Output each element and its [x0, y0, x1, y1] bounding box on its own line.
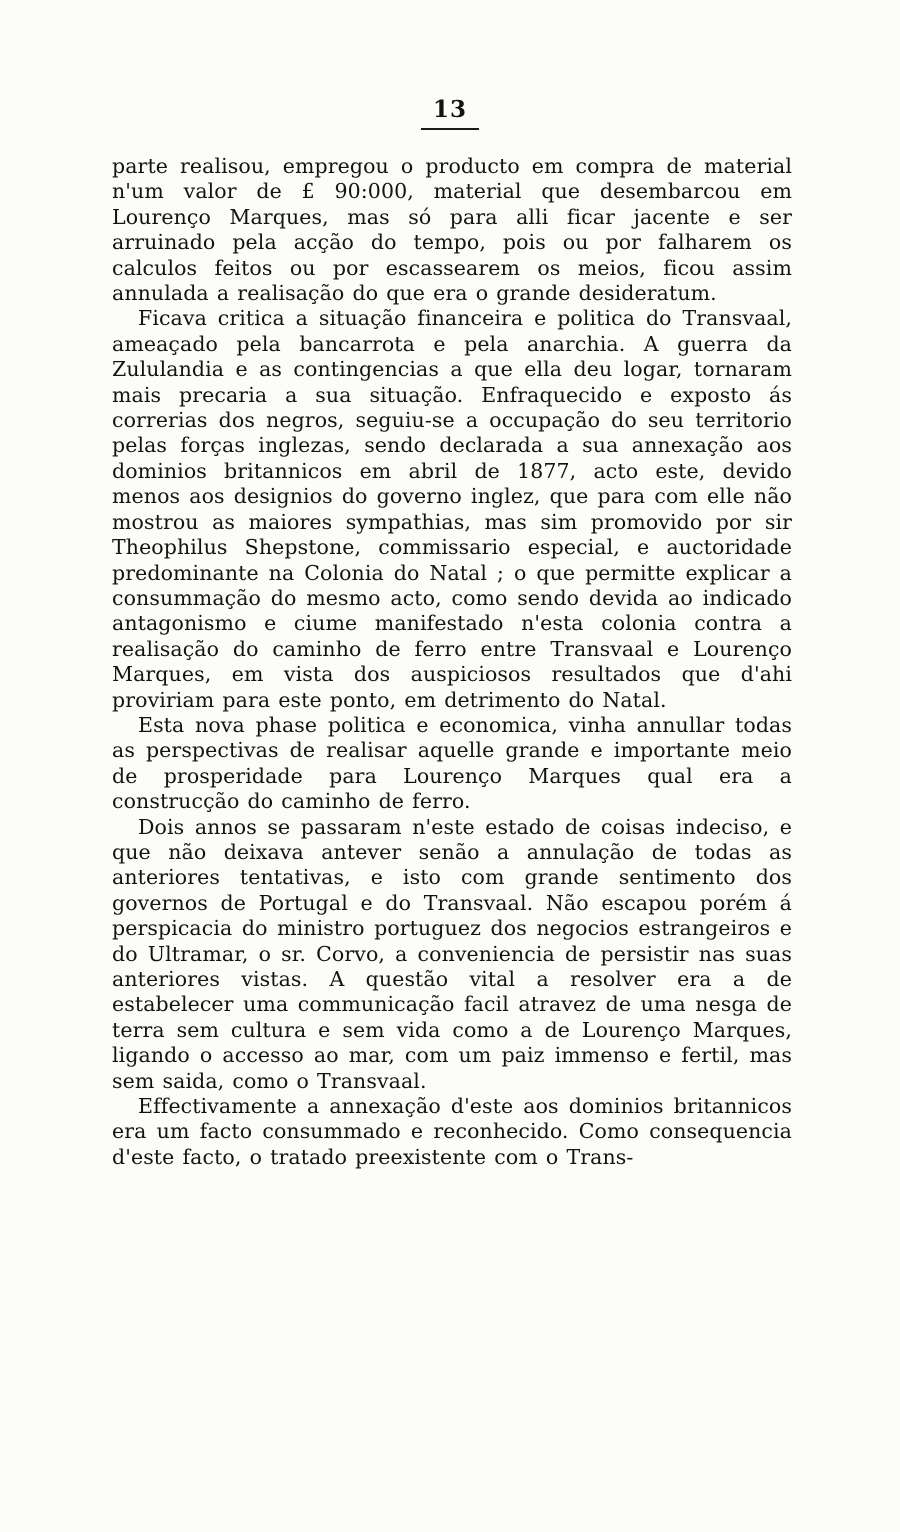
page-body	[112, 154, 792, 1170]
paragraph: Effectivamente a annexação d'este aos dominios britannicos era um facto consummado e reconhecido. Como consequencia d'este facto, o tratado preexistente com o Trans-	[112, 1094, 792, 1169]
paragraph: Esta nova phase politica e economica, vinha annullar todas as perspectivas de realisar aquelle grande e importante meio de prosperidade para Lourenço Marques qual era a construcção do caminho de ferro.	[112, 712, 792, 814]
paragraph: parte realisou, empregou o producto em compra de material n'um valor de £ 90:000, material que desembarcou em Lourenço Marques, mas só para alli ficar jacente e ser arruinado pela acção do tempo, pois ou por falharem os calculos feitos ou por escassearem os meios, ficou assim annulada a realisação do que era o grande desideratum.	[112, 154, 792, 306]
page-number	[421, 0, 479, 130]
page-number-text: 13	[421, 96, 479, 130]
paragraph: Dois annos se passaram n'este estado de coisas indeciso, e que não deixava antever senão a annulação de todas as anteriores tentativas, e isto com grande sentimento dos governos de Portugal e do Transvaal. Não escapou porém á perspicacia do ministro portuguez dos negocios estrangeiros e do Ultramar, o sr. Corvo, a conveniencia de persistir nas suas anteriores vistas. A questão vital a resolver era a de estabelecer uma communicação facil atravez de uma nesga de terra sem cultura e sem vida como a de Lourenço Marques, ligando o accesso ao mar, com um paiz immenso e fertil, mas sem saida, como o Transvaal.	[112, 814, 792, 1093]
paragraph: Ficava critica a situação financeira e politica do Transvaal, ameaçado pela bancarrota e pela anarchia. A guerra da Zululandia e as contingencias a que ella deu logar, tornaram mais precaria a sua situação. Enfraquecido e exposto ás correrias dos negros, seguiu-se a occupação do seu territorio pelas forças inglezas, sendo declarada a sua annexação aos dominios britannicos em abril de 1877, acto este, devido menos aos designios do governo inglez, que para com elle não mostrou as maiores sympathias, mas sim promovido por sir Theophilus Shepstone, commissario especial, e auctoridade predominante na Colonia do Natal ; o que permitte explicar a consummação do mesmo acto, como sendo devida ao indicado antagonismo e ciume manifestado n'esta colonia contra a realisação do caminho de ferro entre Transvaal e Lourenço Marques, em vista dos auspiciosos resultados que d'ahi proviriam para este ponto, em detrimento do Natal.	[112, 306, 792, 712]
